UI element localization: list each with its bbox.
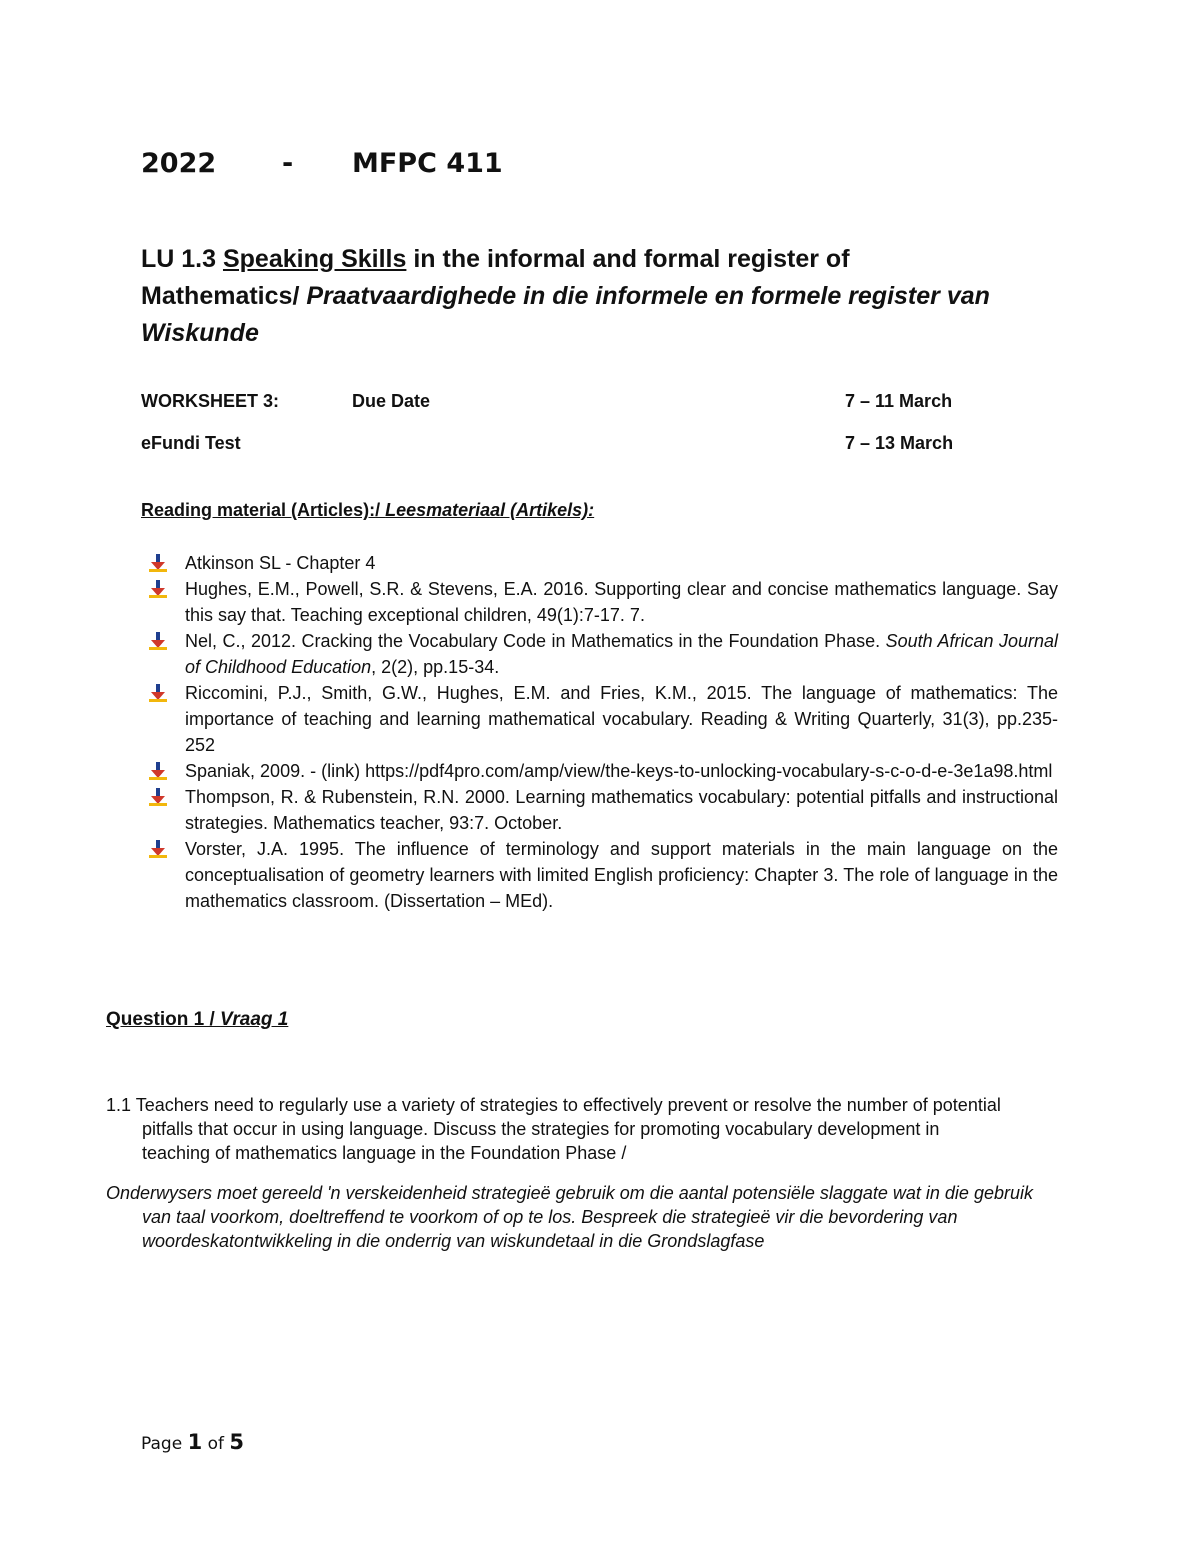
efundi-test-label: eFundi Test (141, 433, 241, 453)
lu-title-rest: in the informal and formal register of (406, 245, 850, 273)
reference-item (146, 784, 1058, 836)
reference-text: Riccomini, P.J., Smith, G.W., Hughes, E.M. and Fries, K.M., 2015. The language of mathematics: The importance of teaching and learning mathematical vocabulary. Reading & Writing Quarterly, 31(3), pp.235-252 (185, 683, 1058, 755)
page-of-word: of (202, 1434, 230, 1454)
page-current: 1 (187, 1430, 203, 1454)
reading-heading-slash: / (375, 500, 386, 520)
down-arrow-bullet-icon (149, 580, 167, 598)
reference-text: Hughes, E.M., Powell, S.R. & Stevens, E.A. 2016. Supporting clear and concise mathematics language. Say this say that. Teaching exceptional children, 49(1):7-17. 7. (185, 579, 1058, 625)
down-arrow-bullet-icon (149, 632, 167, 650)
worksheet-dates: 7 – 11 March (845, 391, 953, 411)
due-date-label: Due Date (352, 391, 431, 411)
reference-text: Thompson, R. & Rubenstein, R.N. 2000. Learning mathematics vocabulary: potential pitfalls and instructional strategies. Mathematics teacher, 93:7. October. (185, 787, 1058, 833)
question-heading-english: Question 1 / (106, 1009, 221, 1030)
page-total: 5 (229, 1430, 245, 1454)
reference-link[interactable]: Spaniak, 2009. - (link) https://pdf4pro.com/amp/view/the-keys-to-unlocking-vocabulary-s-c-o-d-e-3e1a98.html (185, 761, 1053, 781)
reference-text: Atkinson SL - Chapter 4 (185, 553, 376, 573)
lu-title-prefix: LU 1.3 (141, 245, 223, 273)
lu-title (141, 241, 1071, 352)
reference-item (146, 836, 1058, 914)
reference-tail: , 2(2), pp.15-34. (371, 657, 500, 677)
down-arrow-bullet-icon (149, 762, 167, 780)
down-arrow-bullet-icon (149, 684, 167, 702)
down-arrow-bullet-icon (149, 840, 167, 858)
question-afrikaans-paragraph: Onderwysers moet gereeld 'n verskeidenheid strategieë gebruik om die aantal potensiële slaggate wat in die gebruik van taal voorkom, doeltreffend te voorkom of op te los. Bespreek die strategieë vir die bevordering van woordeskatontwikkeling in die onderrig van wiskundetaal in die Grondslagfase (106, 1183, 1033, 1251)
header-year: 2022 (141, 148, 217, 179)
page-number (141, 1430, 244, 1454)
lu-title-afrikaans: Praatvaardighede in die informele en formele register van Wiskunde (141, 282, 990, 347)
header-course-code: MFPC 411 (352, 148, 503, 179)
question-text-english (106, 1093, 1006, 1165)
reading-material-heading (141, 500, 594, 521)
question-heading-afrikaans: Vraag 1 (220, 1009, 289, 1030)
header-dash: - (282, 148, 294, 179)
question-english-paragraph: 1.1 Teachers need to regularly use a variety of strategies to effectively prevent or resolve the number of potential pitfalls that occur in using language. Discuss the strategies for promoting vocabulary development in teaching of mathematics language in the Foundation Phase / (106, 1095, 1001, 1163)
reference-text: Vorster, J.A. 1995. The influence of terminology and support materials in the main language on the conceptualisation of geometry learners with limited English proficiency: Chapter 3. The role of language in the mathematics classroom. (Dissertation – MEd). (185, 839, 1058, 911)
reference-item (146, 576, 1058, 628)
efundi-test-dates: 7 – 13 March (845, 433, 954, 453)
reference-item (146, 680, 1058, 758)
down-arrow-bullet-icon (149, 788, 167, 806)
down-arrow-bullet-icon (149, 554, 167, 572)
reading-heading-english: Reading material (Articles): (141, 500, 376, 520)
reference-item (146, 550, 1058, 576)
reference-item (146, 758, 1058, 784)
page-word: Page (141, 1434, 188, 1454)
reference-journal: South African Journal of Childhood Education (185, 631, 1058, 677)
question-heading (106, 1009, 288, 1031)
reading-heading-afrikaans: Leesmateriaal (Artikels): (385, 500, 595, 520)
worksheet-label: WORKSHEET 3: (141, 391, 280, 411)
question-text-afrikaans (106, 1181, 1056, 1253)
reference-list (146, 550, 1058, 914)
lu-title-line2: Mathematics/ (141, 282, 307, 310)
reference-item (146, 628, 1058, 680)
reference-text: Nel, C., 2012. Cracking the Vocabulary Code in Mathematics in the Foundation Phase. (185, 631, 886, 651)
lu-title-underlined: Speaking Skills (222, 245, 407, 273)
